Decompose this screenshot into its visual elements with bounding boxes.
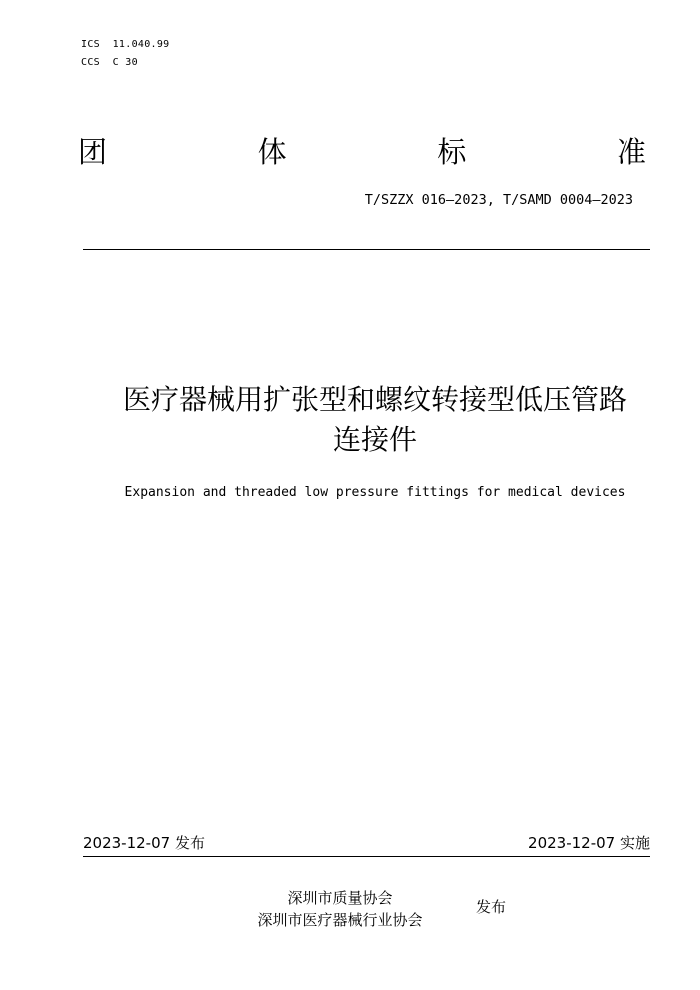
classification-codes <box>81 36 170 72</box>
title-zh-line-1: 医疗器械用扩张型和螺纹转接型低压管路 <box>122 383 627 416</box>
standard-type-heading <box>78 134 646 170</box>
document-title-zh <box>50 380 700 460</box>
standard-type-char: 团 <box>78 135 108 169</box>
document-title-en: Expansion and threaded low pressure fittings for medical devices <box>124 485 626 500</box>
dates-row <box>83 833 650 853</box>
title-zh-line-2: 连接件 <box>332 423 417 456</box>
implementation-date: 2023-12-07 实施 <box>528 834 650 852</box>
standard-type-char: 标 <box>437 135 467 169</box>
footer-divider <box>83 856 650 857</box>
standard-type-char: 准 <box>616 135 646 169</box>
publisher-name: 深圳市医疗器械行业协会 <box>257 911 423 929</box>
issue-date: 2023-12-07 发布 <box>83 834 205 852</box>
publish-label: 发布 <box>476 898 507 916</box>
publishers <box>230 887 450 931</box>
standard-number: T/SZZX 016—2023, T/SAMD 0004—2023 <box>364 192 633 208</box>
ccs-code: CCS C 30 <box>81 57 138 68</box>
publisher-name: 深圳市质量协会 <box>287 889 393 907</box>
header-divider <box>83 249 650 250</box>
ics-code: ICS 11.040.99 <box>81 39 170 50</box>
standard-type-char: 体 <box>257 135 287 169</box>
